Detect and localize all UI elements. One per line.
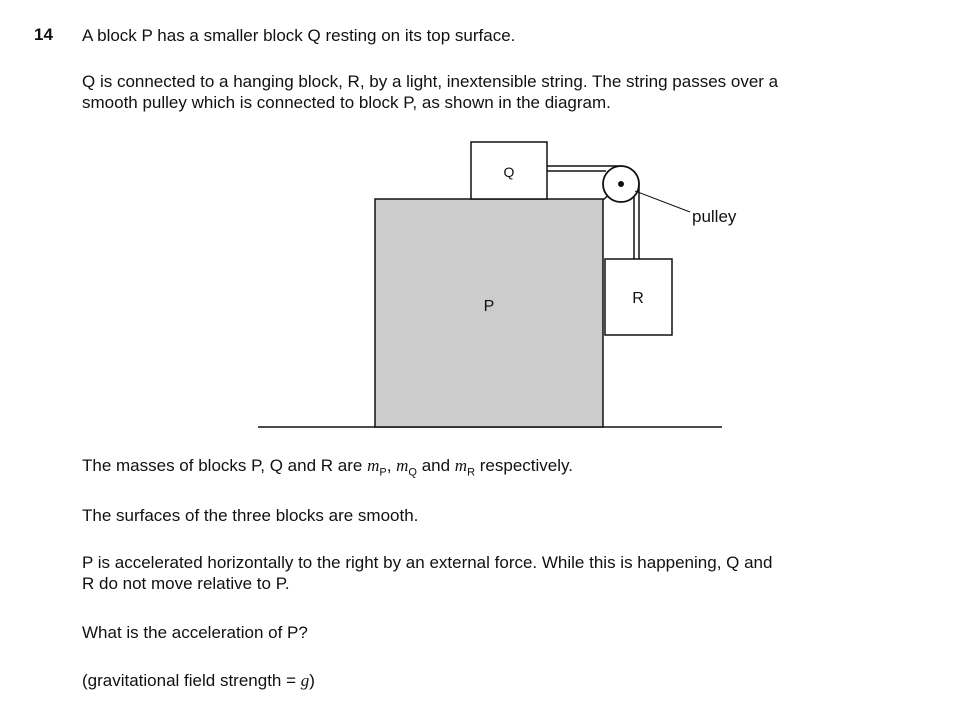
block-p-label: P	[483, 298, 495, 315]
setup-text-line-2: smooth pulley which is connected to block P, as shown in the diagram.	[82, 93, 611, 112]
surfaces-text: The surfaces of the three blocks are smooth.	[82, 506, 419, 525]
question-ask: What is the acceleration of P?	[82, 623, 308, 642]
mass-q: $m_Q$	[396, 456, 417, 479]
acceleration-text-line-1: P is accelerated horizontally to the right by an external force. While this is happening, Q and	[82, 553, 773, 572]
gravitational-field-strength-note: (gravitational field strength = g)	[82, 671, 315, 690]
masses-sep-2: and	[416, 456, 455, 475]
mass-r: $m_R$	[454, 456, 476, 479]
mass-p: $m_P$	[367, 456, 387, 479]
pulley-axle	[618, 181, 624, 187]
setup-text-line-1: Q is connected to a hanging block, R, by a light, inextensible string. The string passes over a	[82, 72, 779, 91]
pulley-leader-line	[635, 191, 690, 212]
masses-suffix: respectively.	[475, 456, 573, 475]
masses-sentence	[82, 455, 573, 483]
acceleration-text-line-2: R do not move relative to P.	[82, 574, 290, 593]
question-intro: A block P has a smaller block Q resting on its top surface.	[82, 26, 516, 45]
block-q-label: Q	[503, 164, 515, 180]
masses-prefix: The masses of blocks P, Q and R are	[82, 456, 363, 475]
question-number: 14	[34, 25, 53, 44]
masses-sep-1: ,	[386, 456, 397, 475]
block-r-label: R	[632, 290, 644, 307]
pulley-label: pulley	[692, 207, 737, 226]
